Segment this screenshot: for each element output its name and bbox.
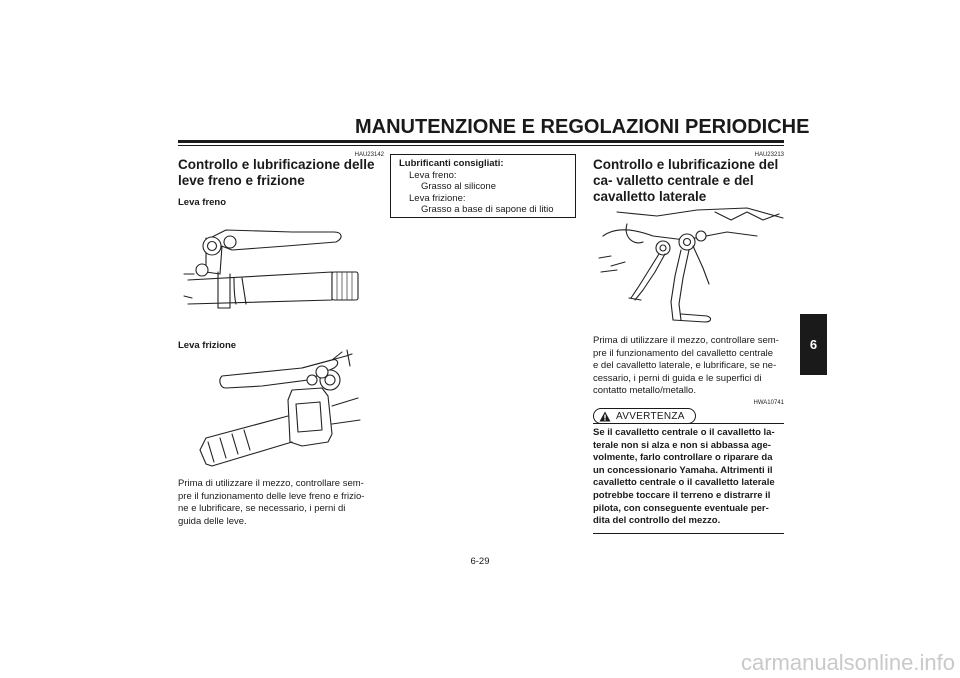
body-line: pre il funzionamento delle leve freno e frizio- (178, 490, 365, 502)
warning-line: potrebbe toccare il terreno e distrarre il (593, 489, 771, 501)
body-line: guida delle leve. (178, 515, 247, 527)
levers-body-text (178, 478, 384, 528)
clutch-lever-label: Leva frizione (178, 340, 237, 351)
section-code: HAU23142 (354, 152, 384, 158)
lubricants-title: Lubrificanti consigliati: (399, 158, 504, 169)
section-code: HAU23213 (754, 152, 784, 158)
body-line: cessario, i perni di guida e le superfici di (593, 372, 762, 384)
warning-line: Se il cavalletto centrale o il cavalletto la- (593, 427, 775, 438)
body-line: Prima di utilizzare il mezzo, controllare sem- (593, 335, 779, 346)
brake-lubricant-value: Grasso al silicone (421, 181, 496, 192)
body-line: ne e lubrificare, se necessario, i perni di (178, 503, 346, 515)
warning-triangle-icon (594, 409, 616, 423)
warning-line: volmente, farlo controllare o riparare da (593, 452, 773, 464)
brake-lever-label: Leva freno (178, 197, 227, 208)
stands-body-text (593, 335, 784, 398)
section-heading-levers: Controllo e lubrificazione delle leve freno e frizione (178, 157, 375, 188)
body-line: contatto metallo/metallo. (593, 385, 696, 397)
warning-rule (593, 423, 784, 424)
clutch-lubricant-value: Grasso a base di sapone di litio (421, 204, 554, 215)
warning-line: cavalletto centrale o il cavalletto laterale (593, 477, 775, 489)
warning-line: un concessionario Yamaha. Altrimenti il (593, 464, 773, 476)
header-rule-thin (178, 145, 784, 146)
warning-body-text (593, 427, 784, 528)
warning-end-rule (593, 533, 784, 534)
stand-illustration (597, 206, 787, 328)
lubricants-box (390, 154, 576, 218)
page-number: 6-29 (470, 556, 490, 567)
watermark: carmanualsonline.info (740, 650, 955, 675)
chapter-tab[interactable]: 6 (800, 314, 827, 375)
warning-label: AVVERTENZA (616, 410, 685, 422)
warning-code: HWA10741 (753, 400, 784, 406)
page-title: MANUTENZIONE E REGOLAZIONI PERIODICHE (355, 116, 810, 138)
section-heading-stands: Controllo e lubrificazione del ca- valletto centrale e del cavalletto laterale (593, 157, 779, 204)
clutch-lubricant-label: Leva frizione: (409, 192, 466, 204)
body-line: e del cavalletto laterale, e lubrificare, se ne- (593, 360, 777, 372)
brake-lubricant-label: Leva freno: (409, 169, 457, 181)
warning-line: terale non si alza e non si abbassa age- (593, 439, 771, 451)
warning-badge (593, 408, 696, 424)
brake-lever-illustration (182, 212, 382, 322)
header-rule (178, 140, 784, 143)
body-line: pre il funzionamento del cavalletto centrale (593, 347, 774, 359)
body-line: Prima di utilizzare il mezzo, controllare sem- (178, 478, 364, 489)
warning-line: dita del controllo del mezzo. (593, 515, 721, 527)
warning-line: pilota, con conseguente eventuale per- (593, 502, 769, 514)
clutch-lever-illustration (182, 350, 382, 480)
